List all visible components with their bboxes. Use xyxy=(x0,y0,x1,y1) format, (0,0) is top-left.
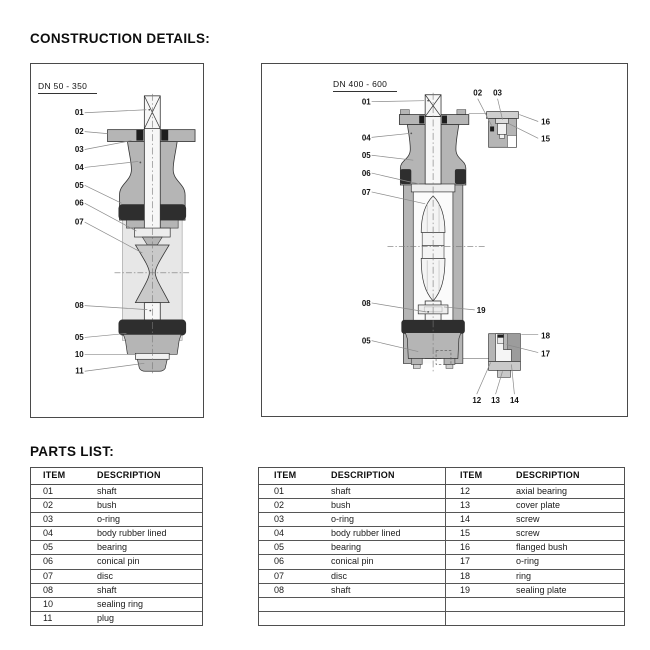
table-cell: conical pin xyxy=(97,556,140,567)
cover-tab xyxy=(498,370,511,377)
callout-10: 10 xyxy=(74,349,84,359)
table-cell: shaft xyxy=(97,485,117,496)
o-ring-right xyxy=(161,130,168,141)
callout-04: 04 xyxy=(361,133,371,143)
column-header: ITEM xyxy=(43,470,66,480)
table-cell: 03 xyxy=(43,513,54,524)
page-title: CONSTRUCTION DETAILS: xyxy=(30,31,211,46)
table-cell: screw xyxy=(516,513,540,524)
valve-drawing-dn400-600 xyxy=(262,64,627,416)
table-row xyxy=(31,598,202,612)
table-cell: o-ring xyxy=(331,513,355,524)
screw-cap xyxy=(498,335,504,338)
callout-19: 19 xyxy=(476,305,486,315)
callout-13: 13 xyxy=(491,396,500,406)
table-row xyxy=(259,499,624,513)
table-row xyxy=(259,485,624,499)
callout-02: 02 xyxy=(473,88,483,98)
table-row xyxy=(31,485,202,499)
table-row xyxy=(31,541,202,555)
callout-15: 15 xyxy=(541,134,550,144)
table-cell: 11 xyxy=(43,613,53,624)
callout-02: 02 xyxy=(74,127,84,137)
table-row xyxy=(31,527,202,541)
column-header: ITEM xyxy=(274,470,297,480)
table-cell: ring xyxy=(516,570,532,581)
table-cell: 04 xyxy=(274,528,285,539)
diagram-range-label-right: DN 400 - 600 xyxy=(333,79,397,92)
header-row xyxy=(259,468,624,485)
table-cell: 08 xyxy=(43,584,54,595)
callout-05: 05 xyxy=(361,151,371,161)
table-cell xyxy=(445,598,516,611)
table-cell: shaft xyxy=(97,584,117,595)
table-cell: o-ring xyxy=(516,556,540,567)
table-cell: 04 xyxy=(43,528,54,539)
table-cell: 07 xyxy=(43,570,54,581)
leader-dot xyxy=(148,109,150,111)
table-cell: 10 xyxy=(43,599,54,609)
table-cell xyxy=(259,598,331,611)
table-cell: 06 xyxy=(43,556,54,567)
table-cell: 13 xyxy=(445,499,516,512)
leader-dot xyxy=(427,311,429,313)
table-row xyxy=(259,612,624,625)
column-header: ITEM xyxy=(445,468,516,484)
table-row xyxy=(259,584,624,598)
callout-16: 16 xyxy=(541,117,550,127)
table-cell: bearing xyxy=(97,542,128,553)
flanged-bush-plate xyxy=(487,112,519,119)
table-cell xyxy=(331,598,445,611)
table-cell: sealing plate xyxy=(516,584,567,595)
callout-07: 07 xyxy=(361,187,371,197)
table-cell: 03 xyxy=(274,513,285,524)
callout-17: 17 xyxy=(541,349,550,359)
table-row xyxy=(259,570,624,584)
table-cell: plug xyxy=(97,613,115,624)
table-row xyxy=(259,527,624,541)
leader-dot xyxy=(427,100,429,102)
column-header: DESCRIPTION xyxy=(331,470,395,480)
table-cell: 06 xyxy=(274,556,285,567)
table-row xyxy=(31,612,202,625)
table-row xyxy=(31,584,202,598)
valve-drawing-dn50-350 xyxy=(31,64,203,417)
table-cell: conical pin xyxy=(331,556,374,567)
o-ring-dot xyxy=(490,126,494,131)
callout-05b: 05 xyxy=(361,336,371,346)
table-cell: 16 xyxy=(445,541,516,554)
diagram-panel-dn400-600 xyxy=(261,63,628,417)
table-cell: 15 xyxy=(445,527,516,540)
table-row xyxy=(31,570,202,584)
table-cell: disc xyxy=(97,570,114,581)
callout-01: 01 xyxy=(361,97,371,107)
table-cell xyxy=(259,612,331,625)
table-cell: o-ring xyxy=(97,513,121,524)
callout-labels xyxy=(75,108,84,375)
table-cell: bearing xyxy=(331,542,362,553)
table-cell: flanged bush xyxy=(516,542,568,553)
table-cell: body rubber lined xyxy=(331,528,401,539)
table-cell: bush xyxy=(97,499,117,510)
table-row xyxy=(259,598,624,612)
callout-05: 05 xyxy=(74,180,84,190)
table-cell: 12 xyxy=(445,485,516,498)
table-cell xyxy=(445,612,516,625)
table-row xyxy=(259,541,624,555)
table-cell: 01 xyxy=(43,485,54,496)
callout-06: 06 xyxy=(74,198,84,208)
screw-tip xyxy=(500,134,505,138)
callout-03: 03 xyxy=(74,145,84,155)
callout-18: 18 xyxy=(541,331,550,341)
column-header: DESCRIPTION xyxy=(516,470,580,480)
foot-right xyxy=(444,358,455,364)
diagram-range-label-left: DN 50 - 350 xyxy=(38,81,97,94)
callout-07: 07 xyxy=(74,217,84,227)
table-cell: 05 xyxy=(43,542,54,553)
table-cell: sealing ring xyxy=(97,599,144,609)
callout-11: 11 xyxy=(75,366,84,376)
callout-05b: 05 xyxy=(74,332,84,342)
table-cell: 14 xyxy=(445,513,516,526)
table-cell: disc xyxy=(331,570,348,581)
header-row xyxy=(31,468,202,485)
leader-dot xyxy=(149,310,151,312)
table-row xyxy=(31,513,202,527)
callout-03: 03 xyxy=(493,88,502,98)
callout-08: 08 xyxy=(361,298,371,308)
screw-head xyxy=(496,119,509,124)
table-cell xyxy=(331,612,445,625)
table-row xyxy=(259,555,624,569)
table-cell: 02 xyxy=(43,499,54,510)
flange-nub-right xyxy=(457,110,466,115)
leader-dot xyxy=(410,133,412,135)
table-cell xyxy=(516,598,624,611)
table-cell: 17 xyxy=(445,555,516,568)
table-cell: 02 xyxy=(274,499,285,510)
table-cell: body rubber lined xyxy=(97,528,167,539)
table-cell: 18 xyxy=(445,570,516,583)
callout-01: 01 xyxy=(74,108,84,118)
diagram-panel-dn50-350 xyxy=(30,63,204,418)
table-cell: 05 xyxy=(274,542,285,553)
bolt-right xyxy=(446,364,453,368)
table-row xyxy=(31,499,202,513)
parts-list-title: PARTS LIST: xyxy=(30,444,115,459)
bolt-left xyxy=(413,364,420,368)
foot-left xyxy=(411,358,422,364)
parts-table-dn400-600 xyxy=(258,467,625,626)
top-bearing-right xyxy=(455,169,466,184)
callout-08: 08 xyxy=(74,301,84,311)
table-cell: cover plate xyxy=(516,499,561,510)
table-cell: shaft xyxy=(331,584,351,595)
o-ring-right xyxy=(442,116,447,124)
table-cell: 01 xyxy=(274,485,285,496)
o-ring-left xyxy=(136,130,143,141)
table-row xyxy=(259,513,624,527)
table-cell: axial bearing xyxy=(516,485,568,496)
table-cell: 08 xyxy=(274,584,285,595)
o-ring-left xyxy=(419,116,424,124)
table-row xyxy=(31,555,202,569)
bush-notch xyxy=(507,135,516,147)
screw-body xyxy=(498,123,507,134)
callout-04: 04 xyxy=(74,162,84,172)
table-cell: bush xyxy=(331,499,351,510)
cover-plate xyxy=(489,361,521,370)
detail-block-bottom xyxy=(489,334,521,378)
table-cell: shaft xyxy=(331,485,351,496)
table-cell: 19 xyxy=(445,584,516,597)
parts-table-dn50-350 xyxy=(30,467,203,626)
detail-block-top xyxy=(487,112,519,148)
table-cell: 07 xyxy=(274,570,285,581)
callout-12: 12 xyxy=(472,396,482,406)
callout-06: 06 xyxy=(361,169,371,179)
flange-nub-left xyxy=(400,110,409,115)
column-header: DESCRIPTION xyxy=(97,470,161,480)
table-cell xyxy=(516,612,624,625)
table-cell: screw xyxy=(516,528,540,539)
callout-14: 14 xyxy=(509,396,519,406)
leader-dot xyxy=(139,162,141,164)
